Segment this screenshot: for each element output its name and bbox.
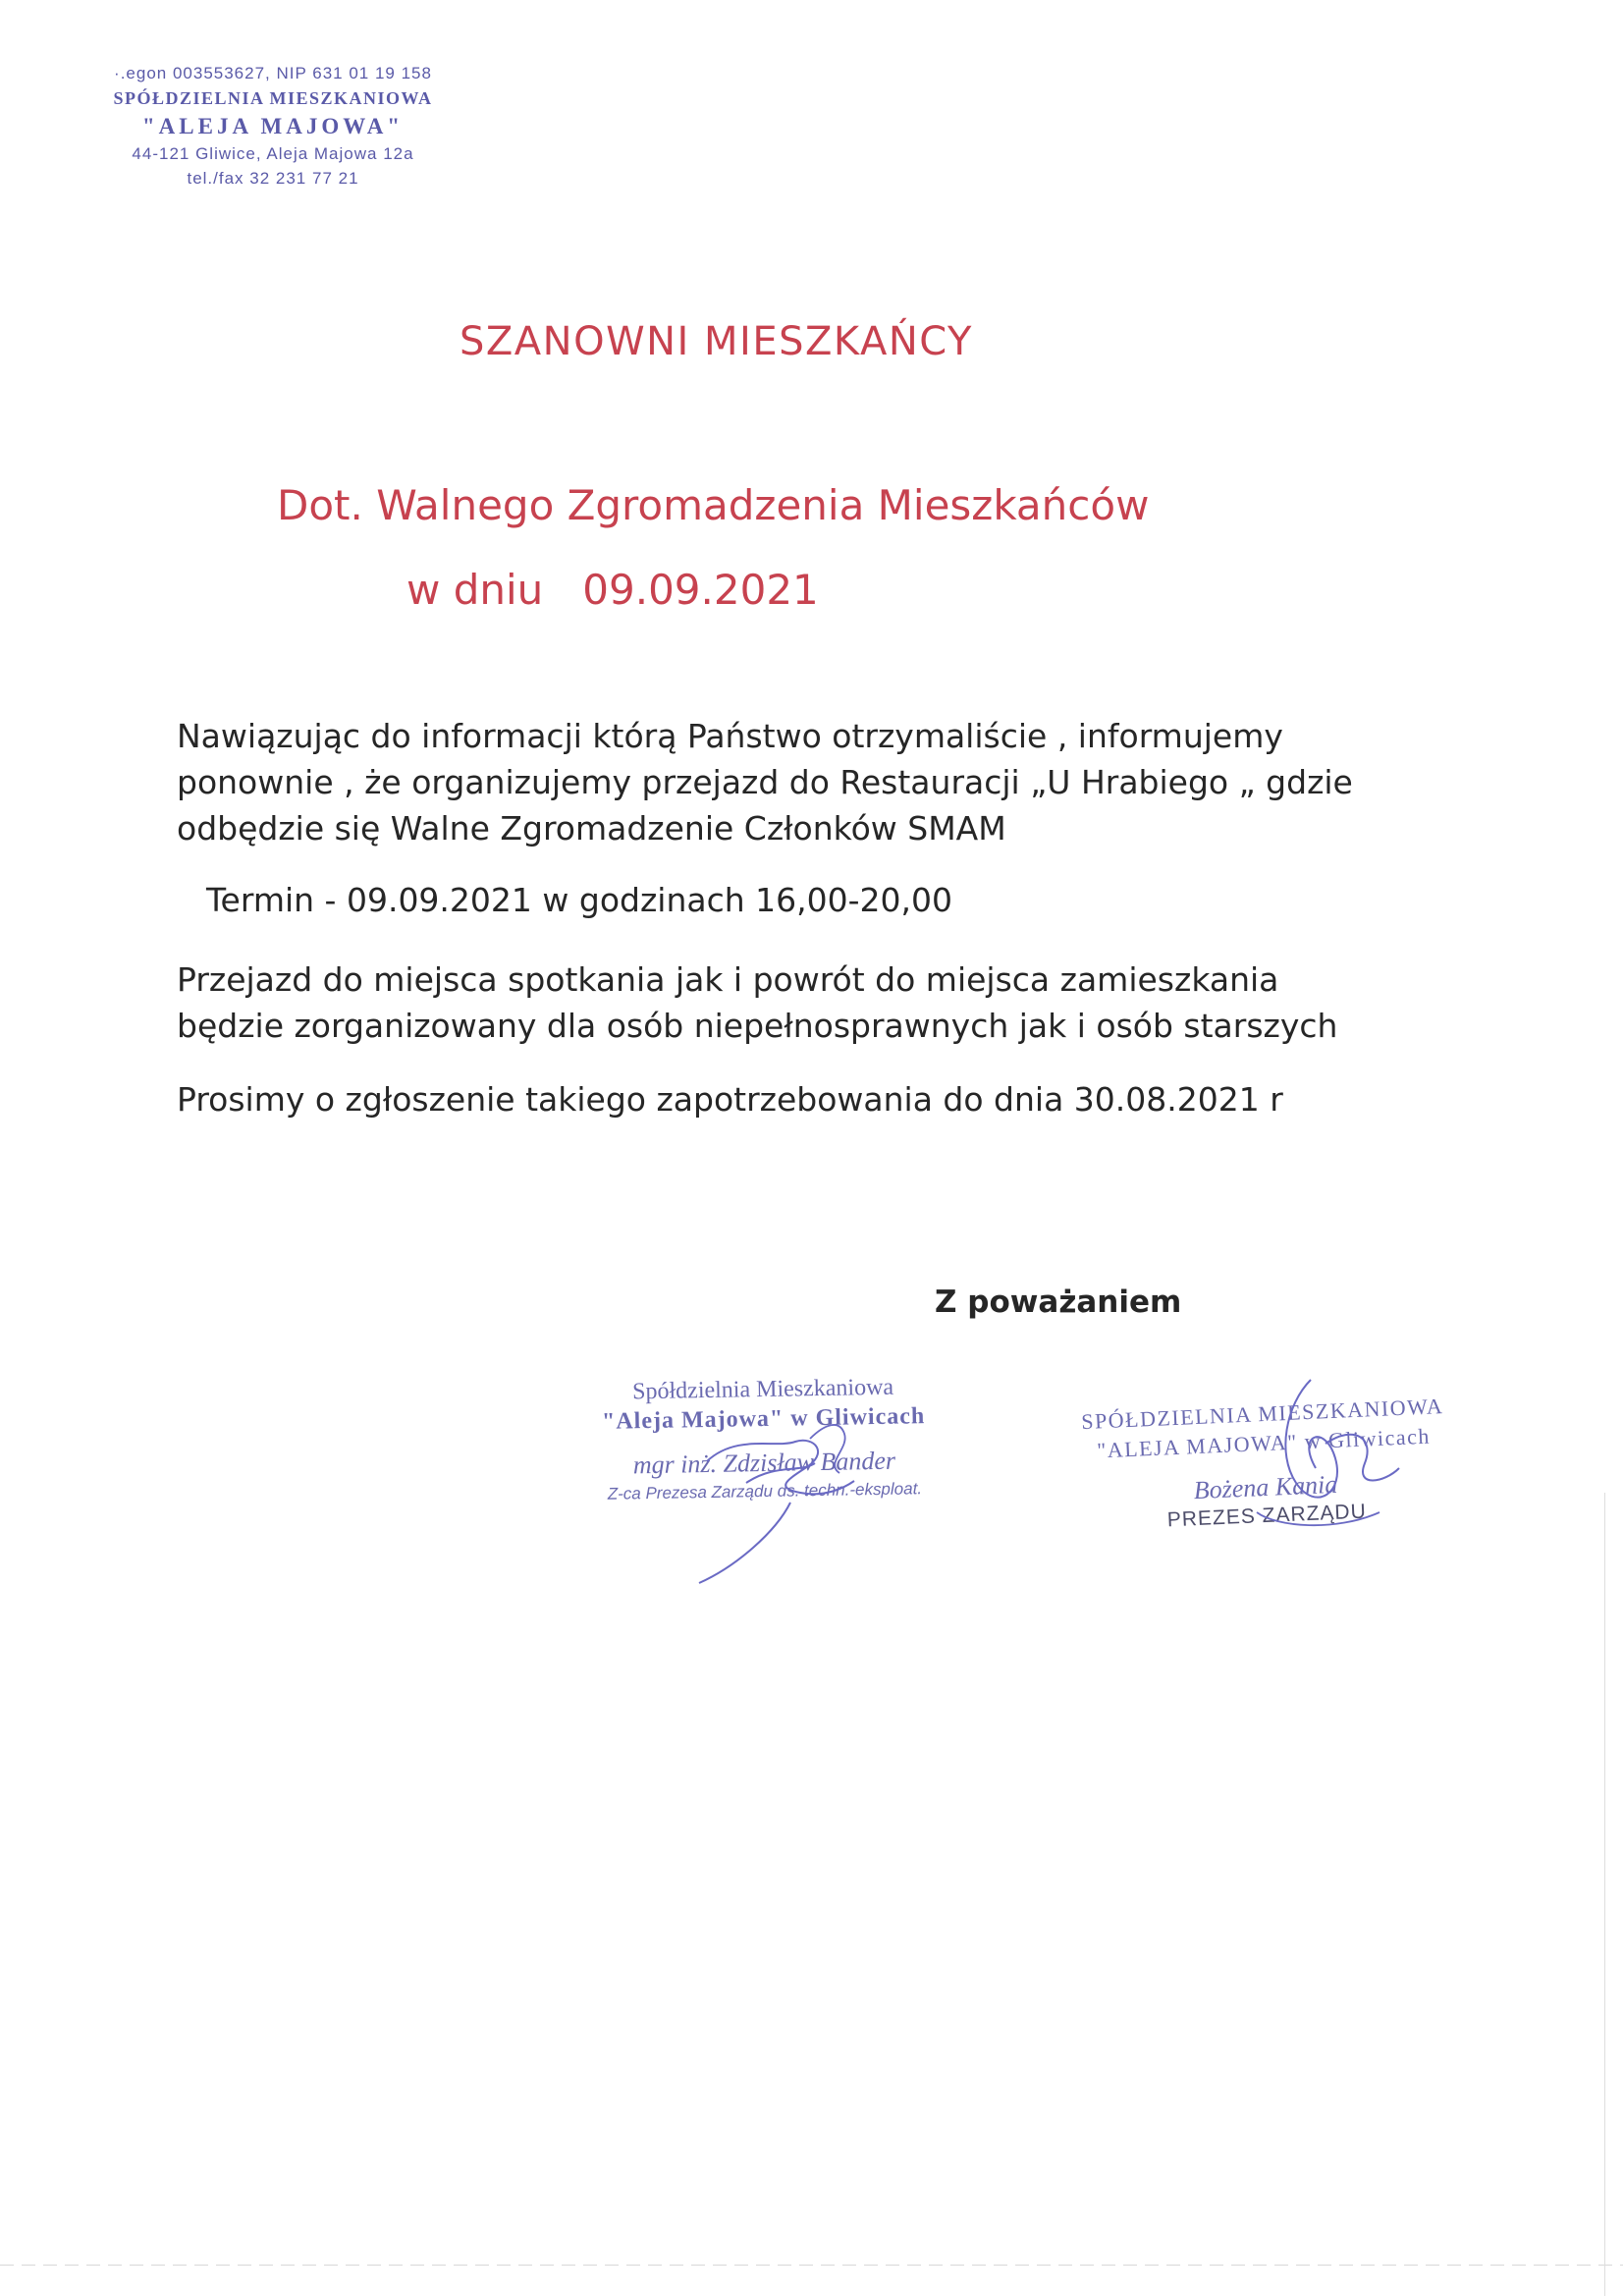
header-stamp	[86, 61, 460, 191]
sig-left-name: mgr inż. Zdzisław Bander	[632, 1446, 896, 1480]
meeting-date: 09.09.2021	[582, 566, 819, 614]
subject-heading: Dot. Walnego Zgromadzenia Mieszkańców	[277, 481, 1150, 529]
sig-right-title: PREZES ZARZĄDU	[1166, 1500, 1368, 1532]
paragraph-line: Nawiązując do informacji którą Państwo otrzymaliście , informujemy	[177, 717, 1283, 755]
sig-left-location: "Aleja Majowa" w Gliwicach	[601, 1403, 926, 1435]
sig-right-location: "ALEJA MAJOWA" w Gliwicach	[1096, 1423, 1432, 1463]
paragraph-request: Prosimy o zgłoszenie takiego zapotrzebowania do dnia 30.08.2021 r	[177, 1080, 1283, 1119]
sig-right-name: Bożena Kania	[1193, 1469, 1338, 1505]
stamp-registration-line: ·.egon 003553627, NIP 631 01 19 158	[114, 64, 432, 82]
sig-left-title: Z-ca Prezesa Zarządu ds. techn.-eksploat.	[607, 1479, 923, 1503]
paragraph-line: odbędzie się Walne Zgromadzenie Członków SMAM	[177, 809, 1006, 847]
signature-president	[1217, 1365, 1434, 1561]
paragraph-line: Przejazd do miejsca spotkania jak i powrót do miejsca zamieszkania	[177, 960, 1279, 999]
paragraph-transport	[177, 957, 1453, 1049]
closing-phrase: Z poważaniem	[935, 1285, 1182, 1320]
paragraph-line: ponownie , że organizujemy przejazd do Restauracji „U Hrabiego „ gdzie	[177, 763, 1353, 801]
stamp-cooperative-name: SPÓŁDZIELNIA MIESZKANIOWA	[113, 88, 433, 108]
paragraph-term: Termin - 09.09.2021 w godzinach 16,00-20,00	[206, 881, 952, 919]
greeting-heading: SZANOWNI MIESZKAŃCY	[460, 319, 973, 364]
stamp-address: 44-121 Gliwice, Aleja Majowa 12a	[132, 144, 414, 163]
sig-left-cooperative: Spółdzielnia Mieszkaniowa	[631, 1374, 894, 1405]
page-right-edge	[1604, 1493, 1605, 2296]
page-bottom-edge	[0, 2265, 1623, 2266]
paragraph-intro	[177, 713, 1453, 851]
date-prefix: w dniu	[406, 566, 544, 614]
paragraph-line: będzie zorganizowany dla osób niepełnosprawnych jak i osób starszych	[177, 1007, 1338, 1045]
sig-right-cooperative: SPÓŁDZIELNIA MIESZKANIOWA	[1080, 1394, 1444, 1435]
meeting-date-heading	[406, 566, 819, 614]
stamp-cooperative-alias: "ALEJA MAJOWA"	[141, 114, 405, 138]
stamp-phone: tel./fax 32 231 77 21	[187, 169, 359, 188]
signature-deputy	[628, 1394, 923, 1591]
